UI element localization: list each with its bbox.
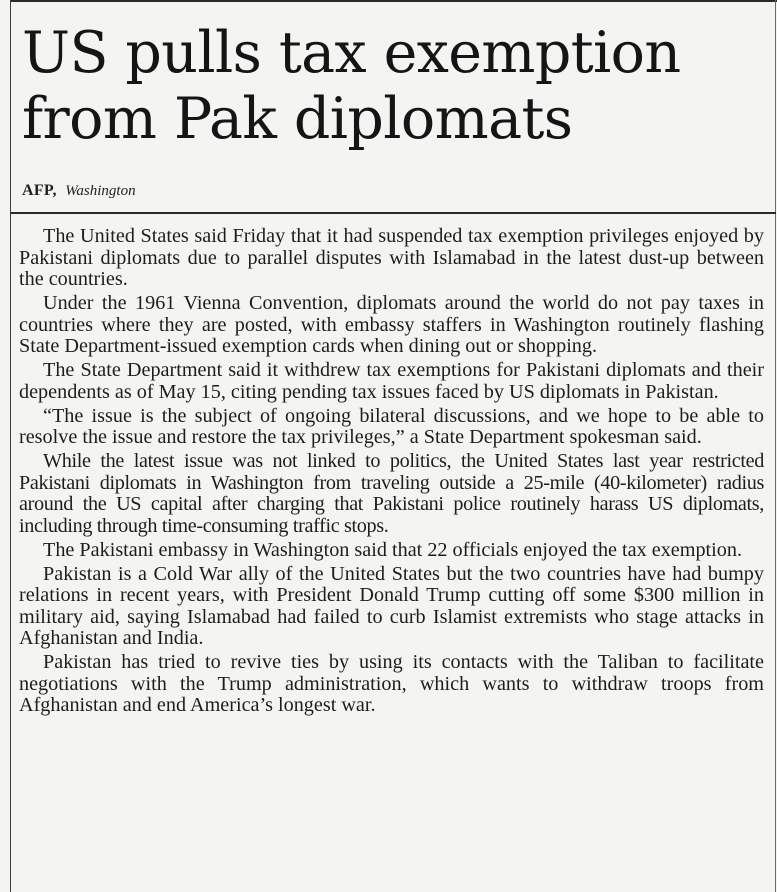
paragraph-2: Under the 1961 Vienna Convention, diplomats around the world do not pay taxes in countries where they are posted, with embassy staffers in Washington routinely flashing State Department-issued exemption cards when dining out or shopping. bbox=[19, 292, 764, 357]
top-rule bbox=[10, 0, 777, 2]
paragraph-6: The Pakistani embassy in Washington said that 22 officials enjoyed the tax exemption. bbox=[43, 538, 743, 561]
paragraph-5: While the latest issue was not linked to politics, the United States last year restricted Pakistani diplomats in Washington from traveling outside a 25-mile (40-kilometer) radius around the US capital after charging that Pakistani police routinely harass US diplomats, including through time-consuming traffic stops. bbox=[19, 450, 764, 537]
headline bbox=[22, 20, 767, 152]
paragraph-8: Pakistan has tried to revive ties by using its contacts with the Taliban to facilitate negotiations with the Trump administration, which wants to withdraw troops from Afghanistan and end America’s longest war. bbox=[19, 651, 764, 716]
byline-separator-rule bbox=[11, 212, 776, 214]
left-column-rule bbox=[10, 0, 11, 892]
paragraph-1: The United States said Friday that it had suspended tax exemption privileges enjoyed by Pakistani diplomats due to parallel disputes with Islamabad in the latest dust-up between the countries. bbox=[19, 225, 764, 290]
headline-line-1: US pulls tax exemption bbox=[22, 20, 681, 86]
byline-agency: AFP, bbox=[22, 182, 57, 199]
paragraph-7: Pakistan is a Cold War ally of the United States but the two countries have had bumpy relations in recent years, with President Donald Trump cutting off some $300 million in military aid, saying Islamabad had failed to curb Islamist extremists who stage attacks in Afghanistan and India. bbox=[19, 562, 764, 649]
paragraph-4: “The issue is the subject of ongoing bilateral discussions, and we hope to be able to resolve the issue and restore the tax privileges,” a State Department spokesman said. bbox=[19, 404, 764, 448]
paragraph-3: The State Department said it withdrew tax exemptions for Pakistani diplomats and their dependents as of May 15, citing pending tax issues faced by US diplomats in Pakistan. bbox=[19, 359, 764, 403]
right-column-rule bbox=[775, 0, 776, 892]
article-body bbox=[19, 226, 764, 717]
headline-line-2: from Pak diplomats bbox=[22, 86, 573, 152]
byline-place: Washington bbox=[65, 183, 136, 199]
byline bbox=[22, 181, 136, 201]
